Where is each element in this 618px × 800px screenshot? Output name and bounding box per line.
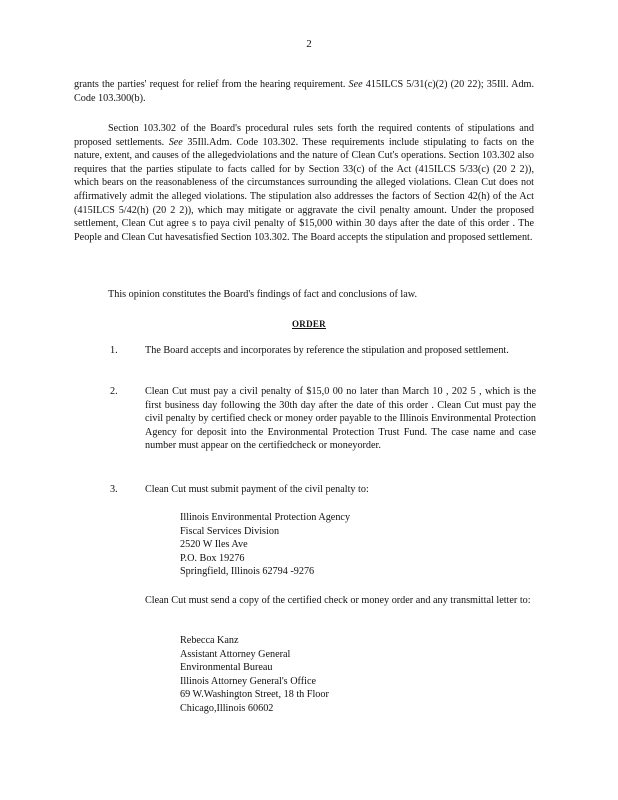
citation-signal: See [168,136,183,148]
address-line: Fiscal Services Division [180,525,280,537]
order-heading [0,318,618,332]
address-line: Assistant Attorney General [180,648,291,660]
page-number: 2 [306,38,312,50]
order-item-text: Clean Cut must submit payment of the civil penalty to: [145,484,369,495]
address-line: Illinois Environmental Protection Agency [180,512,351,523]
order-item-text: The Board accepts and incorporates by reference the stipulation and proposed settlement. [145,345,509,356]
paragraph-findings: This opinion constitutes the Board's findings of fact and conclusions of law. [108,289,418,300]
order-heading-text: ORDER [291,319,326,329]
address-line: 69 W.Washington Street, 18 th Floor [180,689,329,701]
order-item-3-followup: Clean Cut must send a copy of the certified check or money order and any transmittal letter to: [145,595,531,606]
order-item-text: Clean Cut must pay a civil penalty of $15,0 00 no later than March 10 , 202 5 , which is the first business day following the 30th day after the date of this order . Clean Cut must pay the civil penalty by certified check or money order payable to the Illinois Environmental Protection Agency for deposit into the Environmental Protection Trust Fund. The case name and case number must appear on the certifiedcheck or moneyorder. [145,386,536,452]
order-item-number: 1. [110,345,118,356]
address-line: Rebecca Kanz [180,635,239,646]
address-line: Illinois Attorney General's Office [180,675,317,687]
attorney-address [180,634,440,716]
address-line: P.O. Box 19276 [180,552,245,564]
order-item-number: 3. [110,484,118,495]
order-item-number: 2. [110,386,118,397]
address-line: Springfield, Illinois 62794 -9276 [180,566,315,578]
paragraph-text: grants the parties' request for relief from the hearing requirement. [74,79,346,90]
address-line: Environmental Bureau [180,662,273,674]
citation-signal: See [348,79,363,90]
address-line: 2520 W Iles Ave [180,539,248,551]
paragraph-text: 415ILCS 5/31(c)(2) (20 22); 35Ill. Adm. Code 103.300(b). [74,79,535,104]
paragraph-section-103-302 [74,122,534,244]
payment-address [180,511,440,579]
address-line: Chicago,Illinois 60602 [180,702,274,714]
paragraph-text: Section 103.302 of the Board's procedural rules sets forth the required contents of stipulations and proposed settlements. [74,123,534,148]
paragraph-hearing-relief [74,78,534,105]
paragraph-text: 35Ill.Adm. Code 103.302. These requirements include stipulating to facts on the nature, extent, and causes of the allegedviolations and the nature of Clean Cut's operations. Section 103.302 also requires that the parties stipulate to facts called for by Section 33(c) of the Act (415ILCS 5/33(c) (20 2 2)), which bears on the reasonableness of the circumstances surrounding the alleged violations. Clean Cut does not affirmatively admit the alleged violations. The stipulation also addresses the factors of Section 42(h) of the Act (415ILCS 5/42(h) (20 2 2)), which may mitigate or aggravate the civil penalty amount. Under the proposed settlement, Clean Cut agree s to paya civil penalty of $15,000 within 30 days after the date of this order . The People and Clean Cut havesatisfied Section 103.302. The Board accepts the stipulation and proposed settlement. [74,136,535,243]
